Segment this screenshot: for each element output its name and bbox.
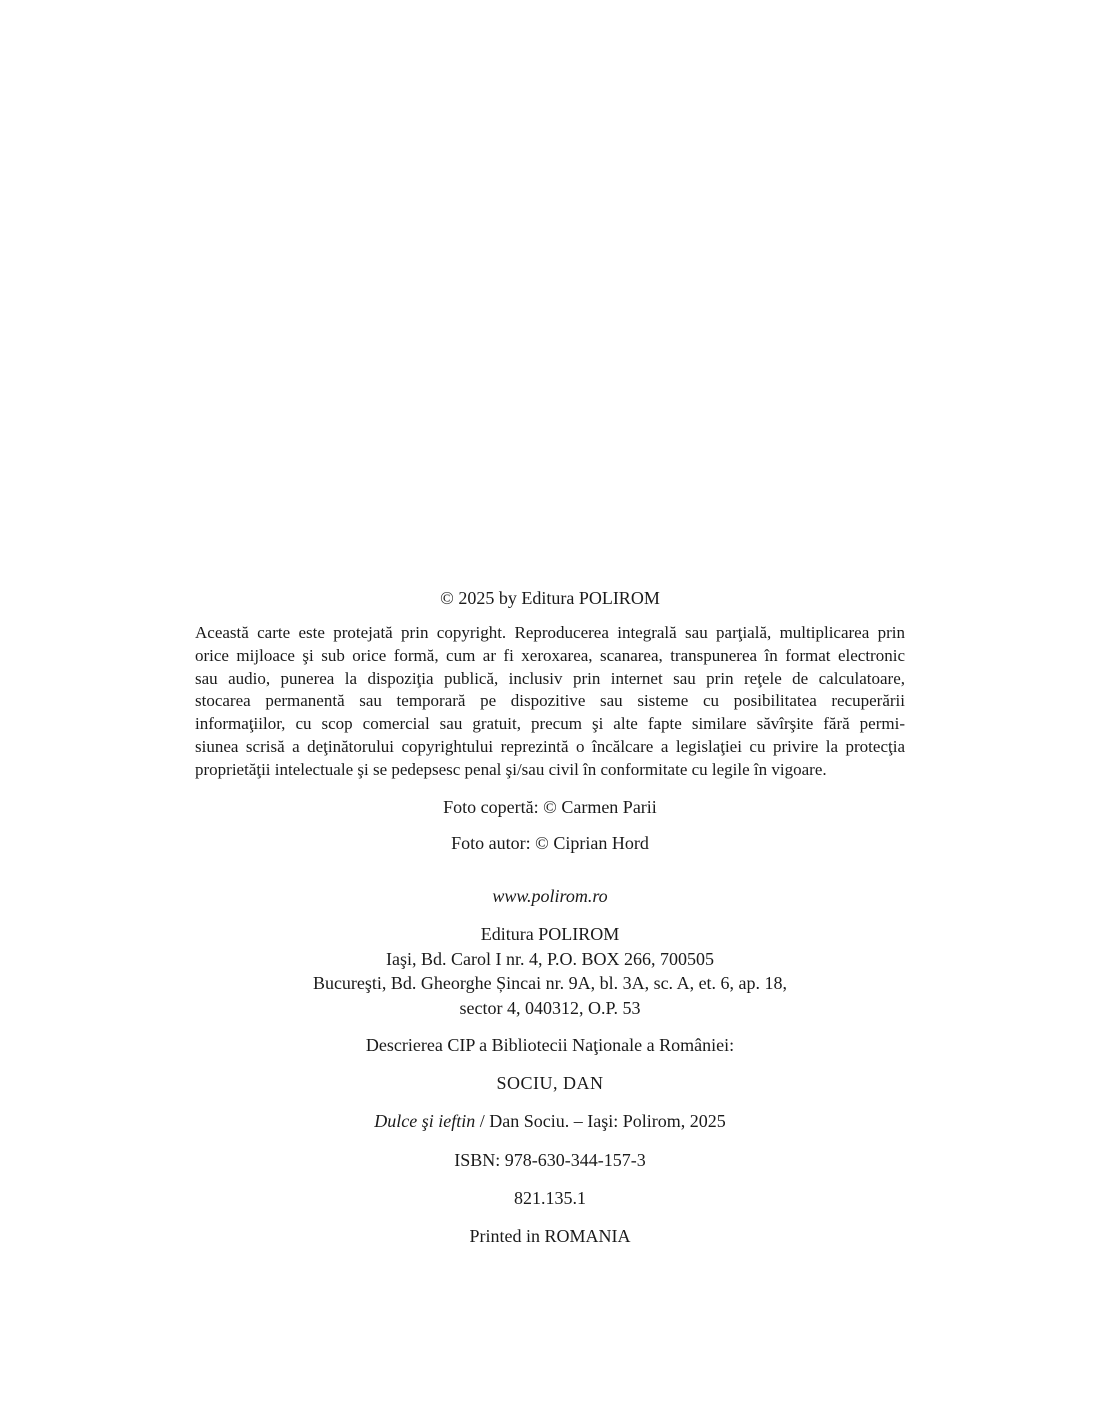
legal-line: orice mijloace şi sub orice formă, cum ar fi xeroxarea, scanarea, transpunerea în format electronic bbox=[195, 645, 905, 665]
cip-book-imprint: / Dan Sociu. – Iaşi: Polirom, 2025 bbox=[475, 1111, 726, 1131]
legal-notice bbox=[195, 622, 905, 782]
cip-heading: Descrierea CIP a Bibliotecii Naţionale a României: bbox=[365, 1035, 735, 1055]
cip-book-entry bbox=[195, 1109, 905, 1133]
cip-author: SOCIU, DAN bbox=[496, 1073, 604, 1093]
cip-isbn: ISBN: 978-630-344-157-3 bbox=[454, 1150, 646, 1170]
cover-photo-credit: Foto copertă: © Carmen Parii bbox=[443, 797, 657, 817]
legal-line: siunea scrisă a deţinătorului copyrightului reprezintă o încălcare a legislaţiei cu privire la protecţia bbox=[195, 736, 905, 756]
publisher-address-iasi: Iaşi, Bd. Carol I nr. 4, P.O. BOX 266, 700505 bbox=[386, 948, 714, 969]
copyright-notice: © 2025 by Editura POLIROM bbox=[440, 588, 660, 608]
author-photo-credit: Foto autor: © Ciprian Hord bbox=[451, 833, 649, 853]
legal-line: informaţiilor, cu scop comercial sau gratuit, precum şi alte fapte similare săvîrşite fără permi- bbox=[195, 714, 905, 734]
publisher-address-bucuresti-sector: sector 4, 040312, O.P. 53 bbox=[459, 997, 641, 1018]
publisher-website: www.polirom.ro bbox=[492, 886, 608, 906]
printed-in: Printed in ROMANIA bbox=[469, 1226, 631, 1246]
legal-line: sau audio, punerea la dispoziţia publică, inclusiv prin internet sau prin reţele de calculatoare, bbox=[195, 668, 905, 688]
legal-line: stocarea permanentă sau temporară pe dispozitive sau sisteme cu posibilitatea recuperării bbox=[195, 691, 905, 711]
cip-book-title: Dulce şi ieftin bbox=[374, 1111, 476, 1131]
publisher-address-bucuresti: Bucureşti, Bd. Gheorghe Șincai nr. 9A, bl. 3A, sc. A, et. 6, ap. 18, bbox=[312, 973, 788, 993]
publisher-info bbox=[195, 922, 905, 1020]
legal-line: Această carte este protejată prin copyright. Reproducerea integrală sau parţială, multiplicarea prin bbox=[195, 623, 905, 642]
legal-line: proprietăţii intelectuale şi se pedepsesc penal şi/sau civil în conformitate cu legile în vigoare. bbox=[195, 759, 827, 779]
cip-udc-code: 821.135.1 bbox=[514, 1188, 586, 1208]
publisher-name: Editura POLIROM bbox=[480, 924, 620, 944]
